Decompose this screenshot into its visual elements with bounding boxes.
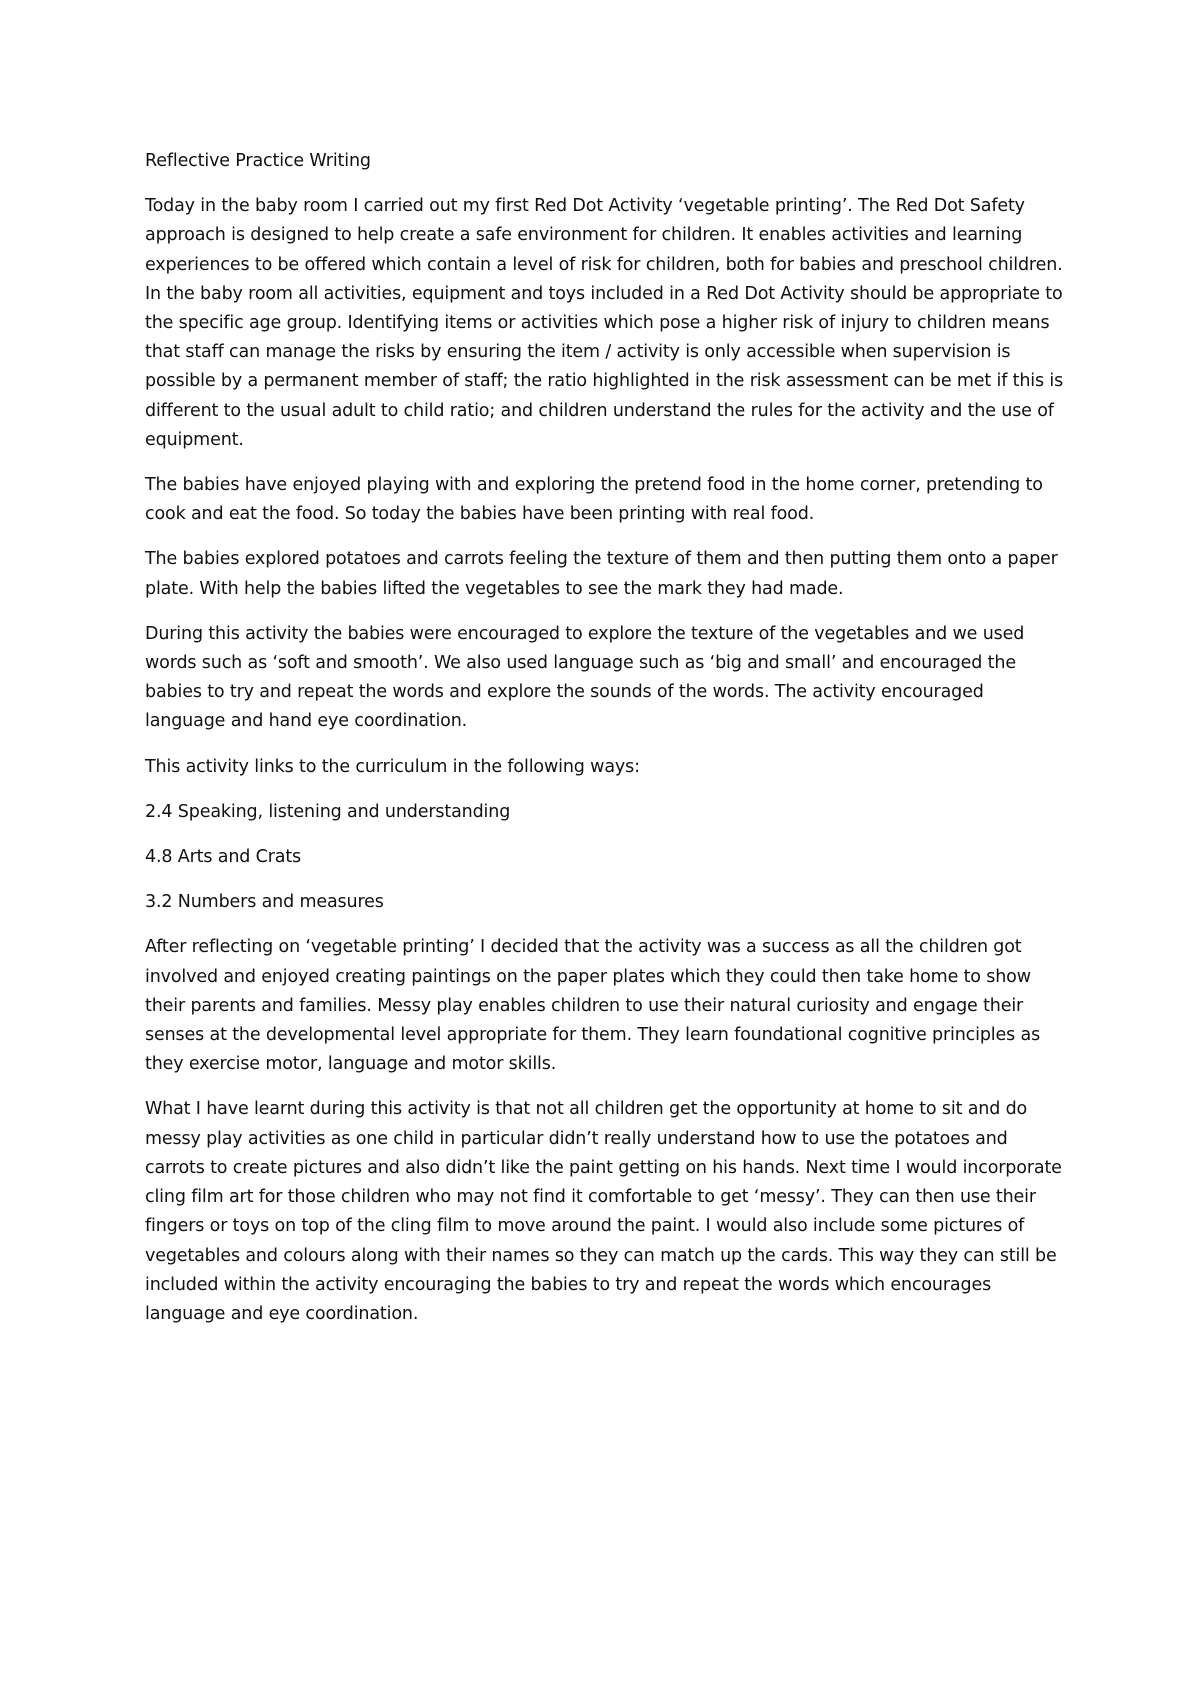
paragraph-curriculum-intro: This activity links to the curriculum in the following ways: [145, 756, 640, 777]
paragraph-reflection: After reflecting on ‘vegetable printing’ I decided that the activity was a success as all the children got involved and enjoyed creating paintings on the paper plates which they could then take home to show their parents and families. Messy play enables children to use their natural curiosity and engage their senses at the developmental level appropriate for them. They learn foundational cognitive principles as they exercise motor, language and motor skills. [145, 937, 1041, 1075]
paragraph-explored-vegetables: The babies explored potatoes and carrots feeling the texture of them and then putting them onto a paper plate. With help the babies lifted the vegetables to see the mark they had made. [145, 549, 1058, 599]
paragraph-learning: What I have learnt during this activity is that not all children get the opportunity at home to sit and do messy play activities as one child in particular didn’t really understand how to use the potatoes and carrots to create pictures and also didn’t like the paint getting on his hands. Next time I would incorporate cling film art for those children who may not find it comfortable to get ‘messy’. They can then use their fingers or toys on top of the cling film to move around the paint. I would also include some pictures of vegetables and colours along with their names so they can match up the cards. This way they can still be included within the activity encouraging the babies to try and repeat the words which encourages language and eye coordination. [145, 1099, 1062, 1324]
curriculum-item: 4.8 Arts and Crats [145, 847, 302, 868]
curriculum-item: 3.2 Numbers and measures [145, 892, 384, 913]
paragraph-red-dot-activity: Today in the baby room I carried out my first Red Dot Activity ‘vegetable printing’. The Red Dot Safety approach is designed to help create a safe environment for children. It enables activities and learning experiences to be offered which contain a level of risk for children, both for babies and preschool children. In the baby room all activities, equipment and toys included in a Red Dot Activity should be appropriate to the specific age group. Identifying items or activities which pose a higher risk of injury to children means that staff can manage the risks by ensuring the item / activity is only accessible when supervision is possible by a permanent member of staff; the ratio highlighted in the risk assessment can be met if this is different to the usual adult to child ratio; and children understand the rules for the activity and the use of equipment. [145, 196, 1064, 450]
document-title: Reflective Practice Writing [145, 151, 371, 171]
paragraph-pretend-food: The babies have enjoyed playing with and exploring the pretend food in the home corner, pretending to cook and eat the food. So today the babies have been printing with real food. [145, 475, 1043, 525]
curriculum-item: 2.4 Speaking, listening and understanding [145, 801, 511, 822]
paragraph-texture-language: During this activity the babies were encouraged to explore the texture of the vegetables and we used words such as ‘soft and smooth’. We also used language such as ‘big and small’ and encouraged the babies to try and repeat the words and explore the sounds of the words. The activity encouraged language and hand eye coordination. [145, 623, 1025, 732]
document-body [145, 147, 1065, 1345]
